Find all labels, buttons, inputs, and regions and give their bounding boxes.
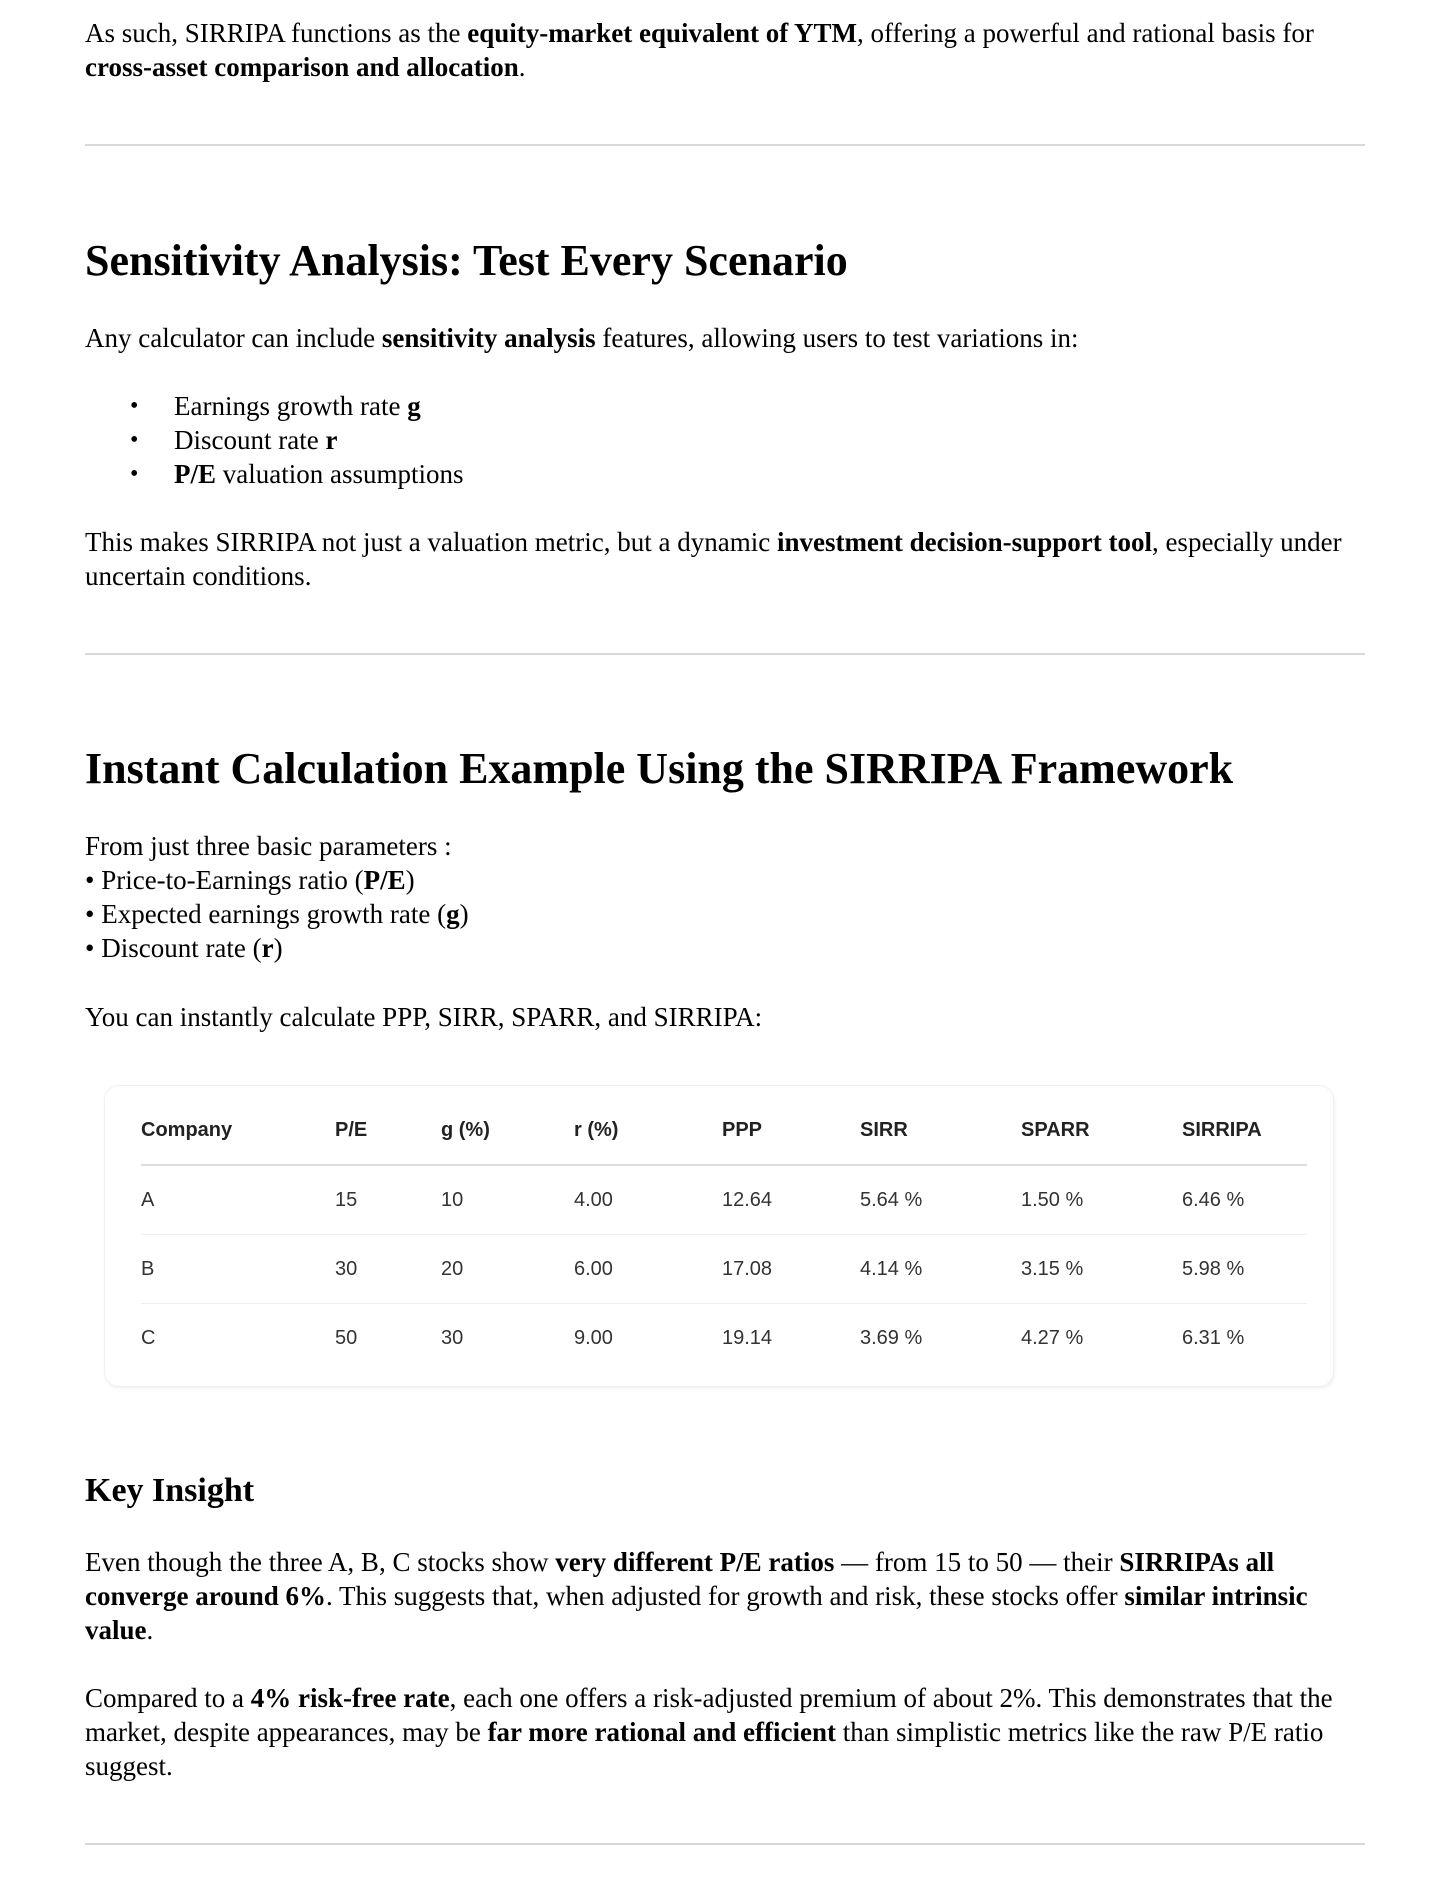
table-row [141,1235,1307,1304]
sensitivity-closing [85,525,1365,593]
insight-text: Compared to a [85,1683,251,1713]
table-cell: 3.69 % [860,1326,923,1349]
table-cell: 4.00 [574,1165,722,1235]
header-r: r (%) [574,1096,722,1165]
table-cell: 5.98 % [1182,1235,1307,1304]
table-cell: 5.64 % [860,1165,1021,1235]
intro-text-1: As such, SIRRIPA functions as the [85,18,468,48]
insight-bold: 4% risk-free rate [250,1683,450,1713]
insight-text: . [146,1615,154,1645]
insight-text: — from 15 to 50 — their [834,1547,1120,1577]
table-cell: 17.08 [722,1235,860,1304]
header-sirr: SIRR [860,1096,1021,1165]
table-cell: 6.31 % [1182,1326,1245,1349]
table-header-row [141,1096,1307,1165]
param-text: • Discount rate ( [85,933,262,963]
insight-bold: SIRRIPAs all converge around 6% [85,1547,1275,1611]
intro-bold-1: equity-market equivalent of YTM [467,18,857,48]
table-cell: 20 [441,1235,574,1304]
sensitivity-list [85,389,1365,491]
param-bold: r [261,933,274,963]
header-ppp: PPP [722,1096,860,1165]
param-bold: P/E [363,865,406,895]
param-bold: g [446,899,460,929]
list-item-bold: g [407,391,421,421]
insight-heading: Key Insight [85,1472,255,1509]
table-cell: 10 [441,1165,574,1235]
insight-bold: far more rational and efficient [487,1717,836,1747]
intro-text-2: , offering a powerful and rational basis for [857,18,1314,48]
results-table [141,1096,1307,1372]
table-cell: 4.14 % [860,1235,1021,1304]
list-item-bold: P/E [174,459,217,489]
sensitivity-closing-text: This makes SIRRIPA not just a valuation metric, but a dynamic [85,527,777,557]
list-item-text: valuation assumptions [216,459,464,489]
table-cell: 3.15 % [1021,1235,1182,1304]
list-item [85,389,1365,423]
sensitivity-lead [85,321,1365,355]
example-heading: Instant Calculation Example Using the SIRRIPA Framework [85,744,1234,793]
param-text: • Expected earnings growth rate ( [85,899,447,929]
list-item-text: Discount rate [174,425,326,455]
table-cell: B [141,1235,335,1304]
divider-1 [85,144,1365,146]
insight-text: , each one offers a risk-adjusted premium of about 2%. This demonstrates that the market, despite appearances, may be [85,1683,1333,1747]
table-cell: A [141,1165,335,1235]
intro-text-3: . [518,52,526,82]
sensitivity-lead-bold: sensitivity analysis [381,323,596,353]
table-cell: C [141,1326,156,1349]
insight-bold: very different P/E ratios [555,1547,835,1577]
sensitivity-heading: Sensitivity Analysis: Test Every Scenario [85,236,848,285]
param-line [85,931,1365,965]
insight-text: than simplistic metrics like the raw P/E ratio suggest. [85,1717,1324,1781]
table-cell: 6.46 % [1182,1165,1307,1235]
header-sirripa: SIRRIPA [1182,1096,1307,1165]
calc-line: You can instantly calculate PPP, SIRR, SPARR, and SIRRIPA: [85,1002,763,1032]
table-cell: 30 [335,1235,441,1304]
table-row [141,1304,1307,1373]
insight-paragraph-2 [85,1681,1365,1783]
sensitivity-lead-rest: features, allowing users to test variations in: [595,323,1079,353]
table-cell: 30 [441,1326,464,1349]
param-end: ) [405,865,415,895]
table-cell: 12.64 [722,1165,860,1235]
header-company: Company [141,1096,335,1165]
list-item [85,457,1365,491]
param-line [85,897,1365,931]
param-end: ) [459,899,469,929]
table-cell: 15 [335,1165,441,1235]
table-cell: 19.14 [722,1326,773,1349]
param-line [85,863,1365,897]
sensitivity-closing-bold: investment decision-support tool [776,527,1152,557]
insight-text: Even though the three A, B, C stocks show [85,1547,556,1577]
insight-bold: similar intrinsic value [85,1581,1308,1645]
sensitivity-closing-rest: , especially under uncertain conditions. [85,527,1342,591]
intro-paragraph [85,16,1365,84]
table-cell: 9.00 [574,1326,613,1349]
header-g: g (%) [441,1096,574,1165]
divider-2 [85,653,1365,655]
insight-paragraph-1 [85,1545,1365,1647]
intro-bold-2: cross-asset comparison and allocation [85,52,519,82]
results-table-card [105,1086,1333,1386]
header-pe: P/E [335,1096,441,1165]
param-end: ) [273,933,283,963]
table-cell: 1.50 % [1021,1165,1182,1235]
list-item [85,423,1365,457]
list-item-text: Earnings growth rate [174,391,408,421]
header-sparr: SPARR [1021,1096,1182,1165]
params-intro: From just three basic parameters : [85,831,452,861]
table-cell: 50 [335,1326,358,1349]
table-row [141,1165,1307,1235]
insight-text: . This suggests that, when adjusted for growth and risk, these stocks offer [326,1581,1125,1611]
param-text: • Price-to-Earnings ratio ( [85,865,364,895]
table-cell: 6.00 [574,1235,722,1304]
params-block [85,829,1365,965]
table-cell: 4.27 % [1021,1326,1084,1349]
list-item-bold: r [325,425,338,455]
sensitivity-lead-text: Any calculator can include [85,323,382,353]
divider-3 [85,1843,1365,1845]
